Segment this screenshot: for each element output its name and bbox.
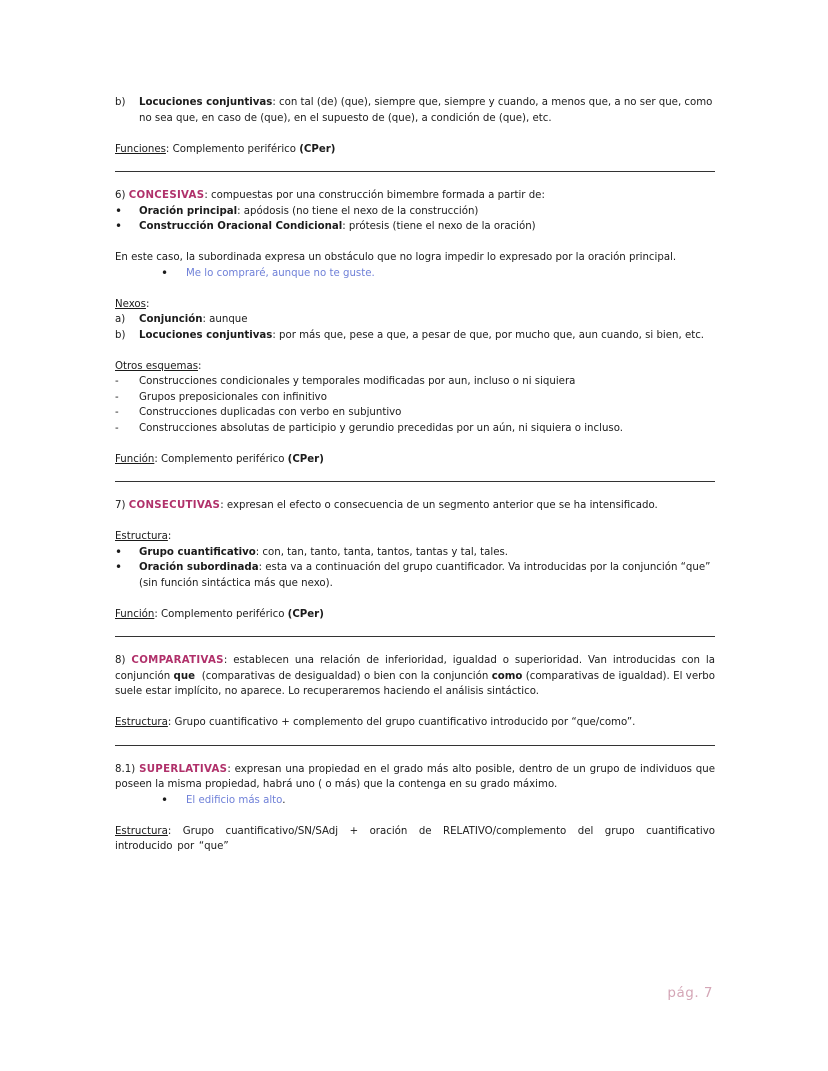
estructura-label: Estructura: [115,531,172,542]
list-item: b) Locuciones conjuntivas: con tal (de) (que), siempre que, siempre y cuando, a menos que, a no ser que, como no sea que, en caso de (que), en el supuesto de (que), a condición de (que), etc. [115,95,715,126]
bullet: • [161,792,169,807]
estructura-line: Estructura: Grupo cuantificativo + complemento del grupo cuantificativo introducido por “que/como”. [115,717,636,728]
estructura-line: Estructura: Grupo cuantificativo/SN/SAdj + oración de RELATIVO/complemento del grupo cuantificativo introducido por “que” [115,825,715,852]
bullet: • [115,560,123,574]
bullet: • [115,203,123,218]
bullet: • [115,544,123,559]
bullet: • [161,265,169,280]
document-page [115,95,715,855]
list-item: - Grupos preposicionales con infinitivo [115,391,327,403]
list-item: - Construcciones absolutas de participio y gerundio precedidas por un aún, ni siquiera o incluso. [115,422,624,434]
funcion-line: Función: Complemento periférico (CPer) [115,453,324,465]
example-text: El edificio más alto [186,794,283,806]
section-heading-concesivas: 6) CONCESIVAS: compuestas por una construcción bimembre formada a partir de: [115,190,545,201]
paragraph: En este caso, la subordinada expresa un obstáculo que no logra impedir lo expresado por la oración principal. [115,252,677,263]
page-number: pág. 7 [667,985,713,1001]
section-heading-consecutivas: 7) CONSECUTIVAS: expresan el efecto o consecuencia de un segmento anterior que se ha intensificado. [115,500,658,511]
list-marker: b) [115,97,126,108]
list-item: • Construcción Oracional Condicional: prótesis (tiene el nexo de la oración) [115,219,536,233]
bullet: • [115,219,123,233]
list-item: a) Conjunción: aunque [115,314,248,325]
funcion-line: Funciones: Complemento periférico (CPer) [115,143,336,155]
example-item [115,266,715,282]
section-comparativas: 8) COMPARATIVAS: establecen una relación de inferioridad, igualdad o superioridad. Van introducidas con la conjunción que (comparativas de desigualdad) o bien con la conjunción como (comparativas de igualdad). El verbo suele estar implícito, no aparece. Lo recuperaremos haciendo el análisis sintáctico. [115,655,715,697]
section-superlativas: 8.1) SUPERLATIVAS: expresan una propiedad en el grado más alto posible, dentro de un grupo de individuos que poseen la misma propiedad, habrá uno ( o más) que la contenga en su grado máximo. [115,763,715,790]
list-item: • Oración subordinada: esta va a continuación del grupo cuantificador. Va introducidas por la conjunción “que” (sin función sintáctica más que nexo). [115,560,715,591]
funcion-line: Función: Complemento periférico (CPer) [115,608,324,620]
example-item: • El edificio más alto. [161,792,286,807]
otros-esquemas-label: Otros esquemas: [115,360,202,372]
list-item: - Construcciones condicionales y temporales modificadas por aun, incluso o ni siquiera [115,376,576,387]
example-text: Me lo compraré, aunque no te guste. [186,267,375,279]
term: Locuciones conjuntivas [139,97,273,108]
nexos-label: Nexos: [115,298,150,310]
list-item: - Construcciones duplicadas con verbo en subjuntivo [115,407,402,418]
list-item: b) Locuciones conjuntivas: por más que, pese a que, a pesar de que, por mucho que, aun cuando, si bien, etc. [115,329,705,341]
list-item: • Oración principal: apódosis (no tiene el nexo de la construcción) [115,203,479,218]
list-item: • Grupo cuantificativo: con, tan, tanto, tanta, tantos, tantas y tal, tales. [115,544,509,559]
